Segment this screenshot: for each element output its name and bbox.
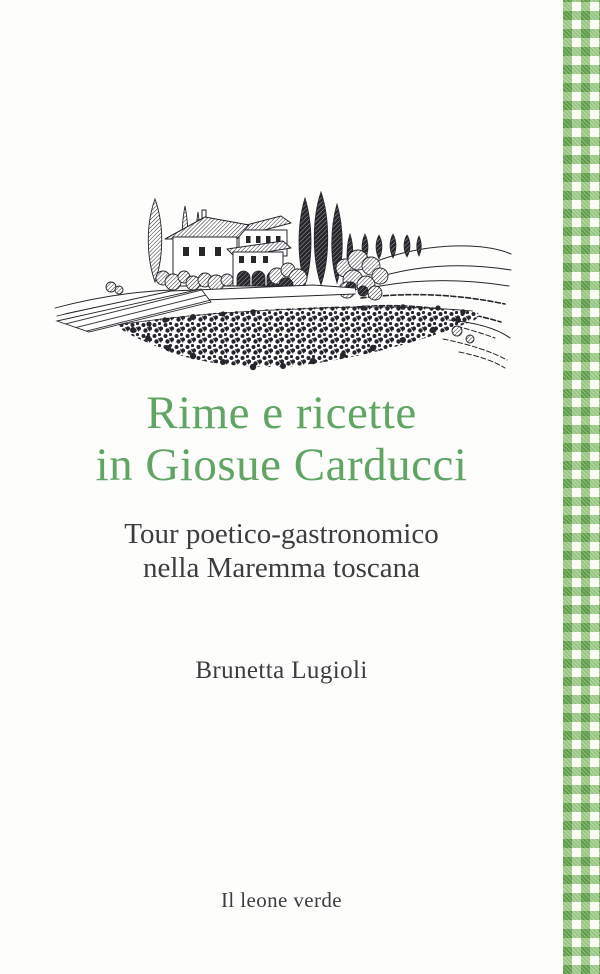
- book-title-line-1: Rime e ricette: [146, 387, 417, 439]
- book-subtitle: [0, 518, 563, 585]
- book-subtitle-line-1: Tour poetico-gastronomico: [124, 518, 439, 550]
- tuscan-landscape-illustration: [53, 190, 513, 378]
- gingham-stripe: [563, 0, 600, 974]
- book-subtitle-line-2: nella Maremma toscana: [143, 551, 420, 584]
- olive-grove-field: [117, 304, 479, 370]
- book-title: [0, 388, 563, 491]
- book-title-line-2: in Giosue Carducci: [95, 438, 468, 491]
- author-name: Brunetta Lugioli: [195, 657, 368, 684]
- publisher-name: Il leone verde: [220, 888, 343, 912]
